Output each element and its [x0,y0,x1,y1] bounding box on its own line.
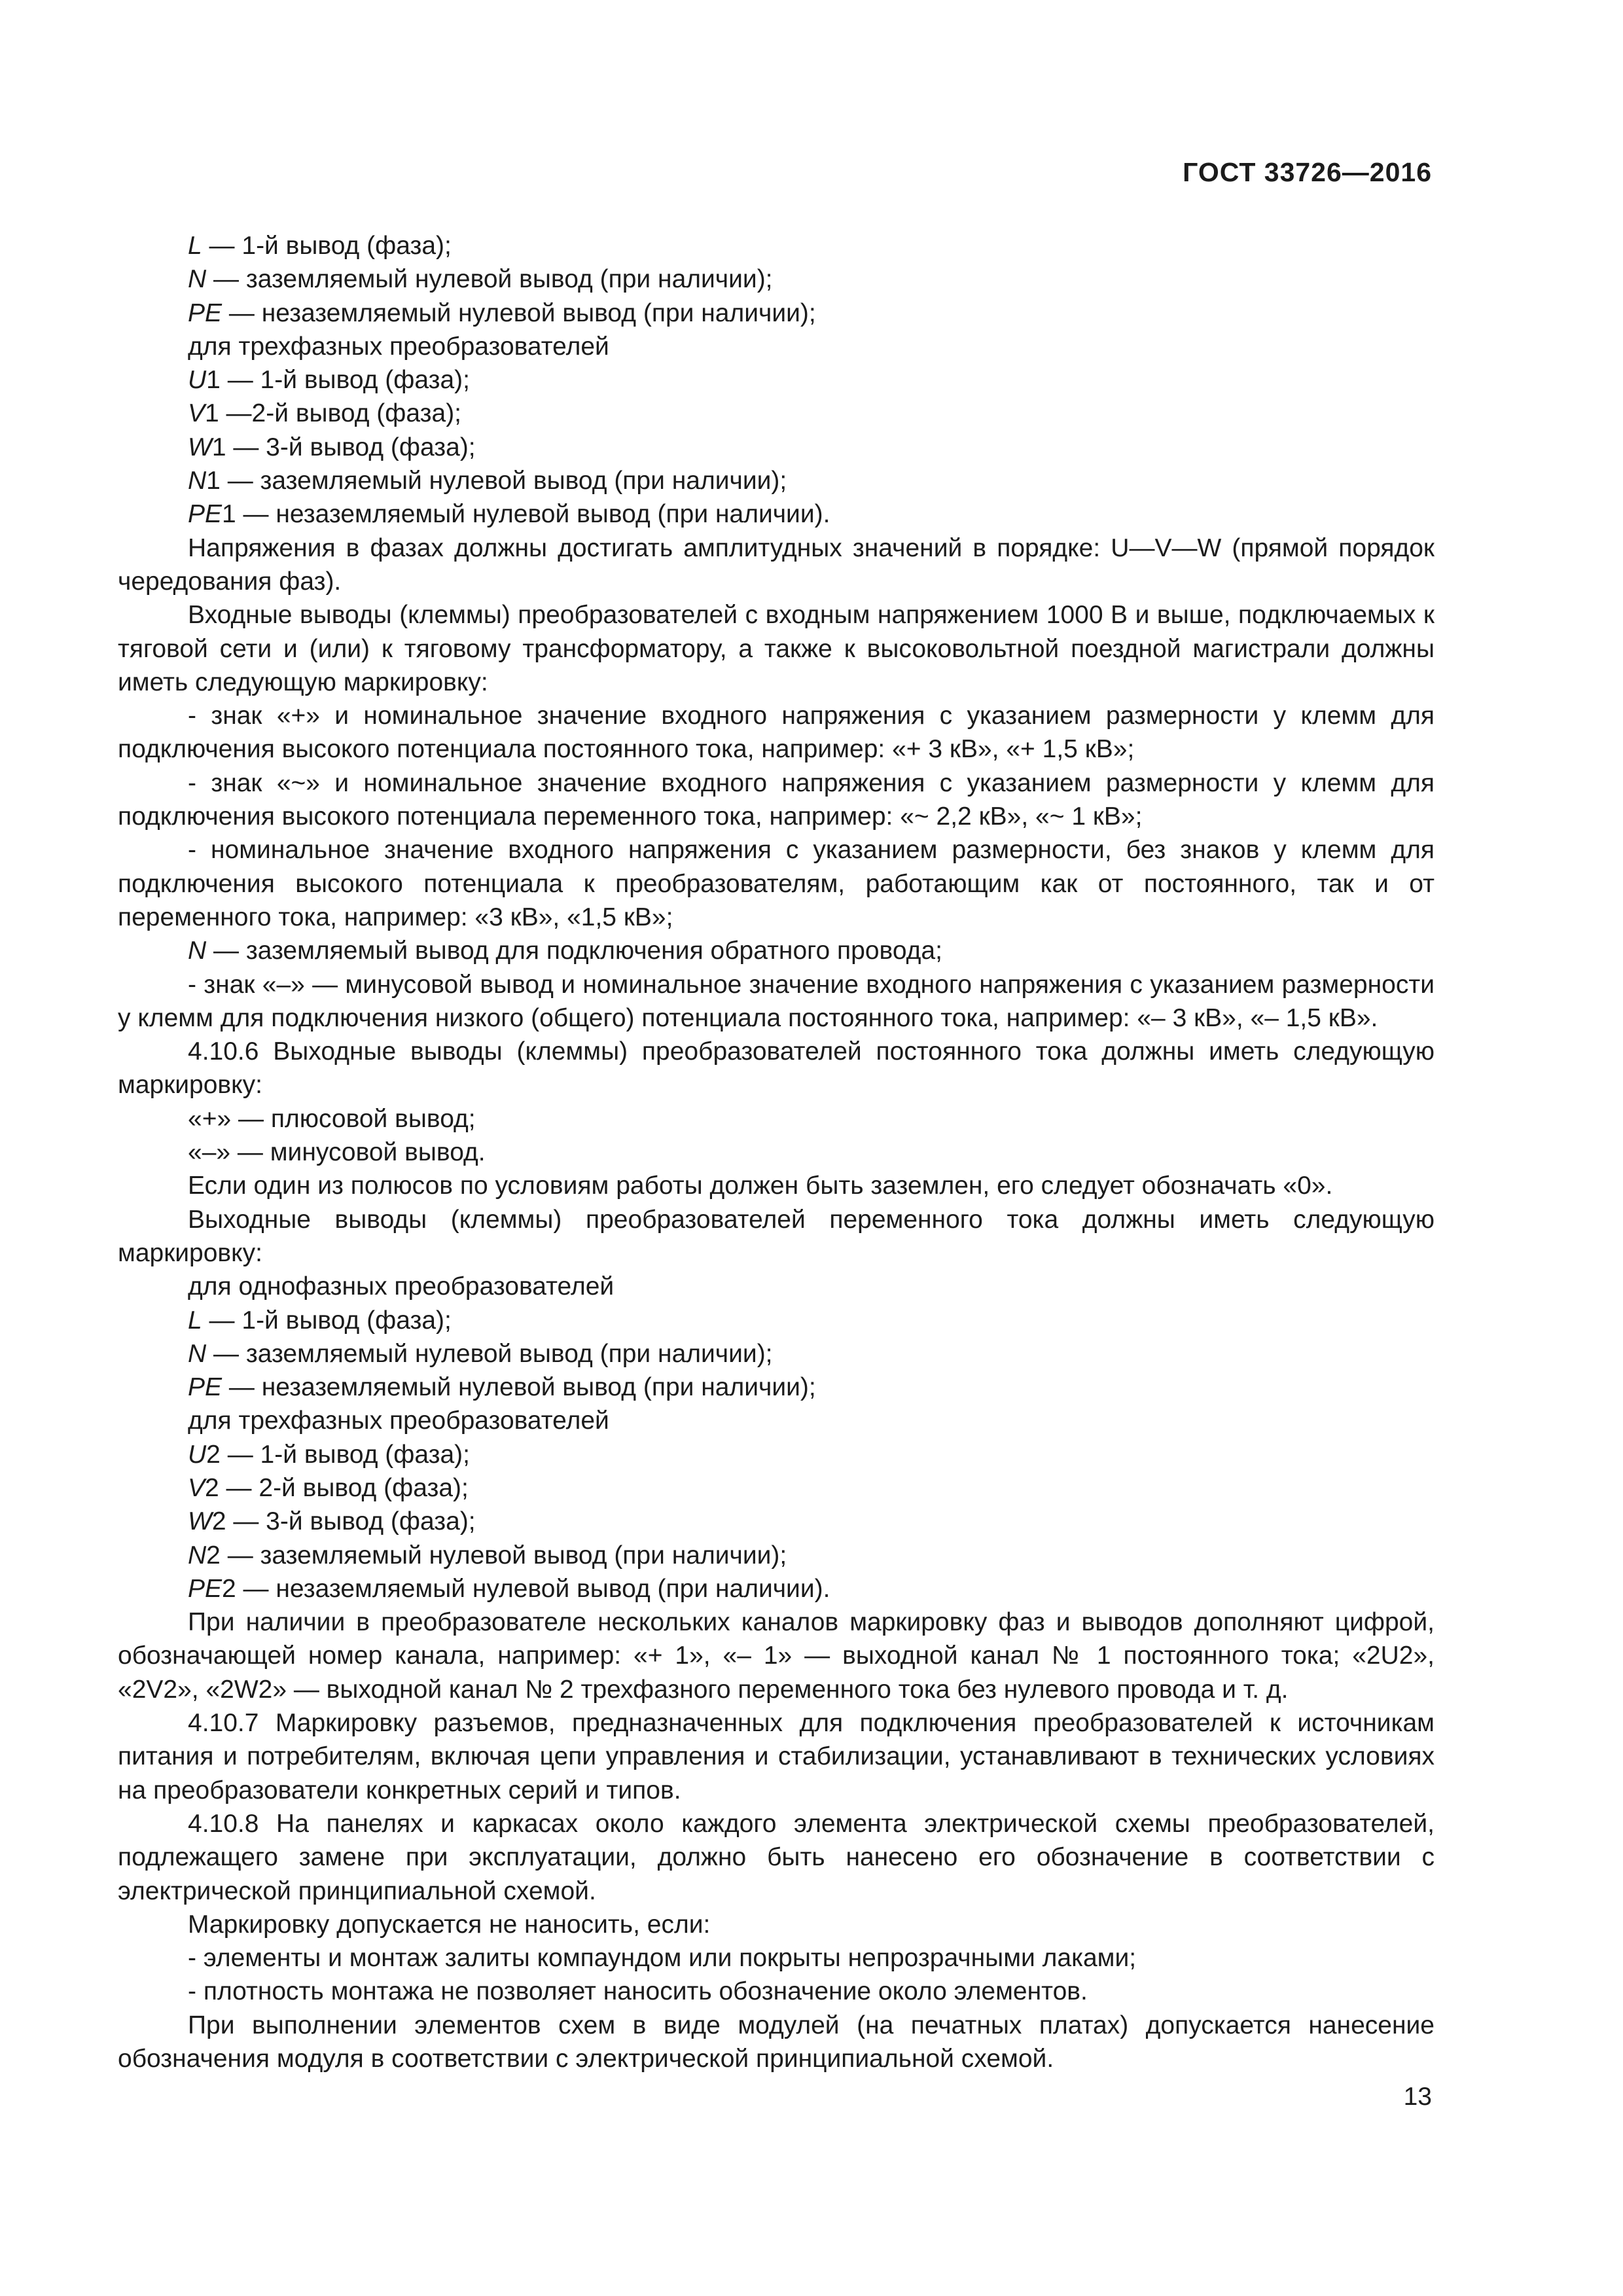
paragraph-text: «–» — минусовой вывод. [188,1138,486,1167]
paragraph-text: 4.10.8 На панелях и каркасах около каждого элемента электрической схемы преобразователей, подлежащего замене при эксплуатации, должно быть нанесено его обозначение в соответствии с электрической принципиальной схемой. [118,1809,1435,1905]
paragraph-text: 1 — 3-й вывод (фаза); [211,433,476,461]
paragraph-text: 2 — 3-й вывод (фаза); [211,1507,476,1536]
paragraph-text: - номинальное значение входного напряжения с указанием размерности, без знаков у клемм для подключения высокого потенциала к преобразователям, работающим как от постоянного, так и от переменного тока, например: «3 кВ», «1,5 кВ»; [118,836,1435,931]
paragraph [118,1941,1435,1975]
italic-symbol: L [188,1306,202,1335]
paragraph [118,2009,1435,2076]
italic-symbol: V [188,1473,205,1502]
italic-symbol: W [188,1507,212,1536]
paragraph-text: «+» — плюсовой вывод; [188,1104,476,1133]
paragraph [118,598,1435,699]
paragraph-text: Маркировку допускается не наносить, если: [188,1910,711,1939]
paragraph-text: 1 — незаземляемый нулевой вывод (при наличии). [222,500,830,529]
paragraph-text: - знак «~» и номинальное значение входного напряжения с указанием размерности у клемм для подключения высокого потенциала переменного тока, например: «~ 2,2 кВ», «~ 1 кВ»; [118,768,1435,831]
paragraph [118,1371,1435,1404]
paragraph [118,1438,1435,1471]
paragraph-text: 2 — незаземляемый нулевой вывод (при наличии). [222,1574,830,1603]
paragraph [118,1706,1435,1807]
document-body [118,229,1435,2075]
paragraph [118,1337,1435,1371]
paragraph-text: — 1-й вывод (фаза); [202,232,452,260]
paragraph [118,296,1435,330]
paragraph-text: 2 — 2-й вывод (фаза); [205,1473,469,1502]
italic-symbol: N [188,937,207,965]
paragraph-text: 4.10.6 Выходные выводы (клеммы) преобразователей постоянного тока должны иметь следующую маркировку: [118,1037,1435,1100]
paragraph-text: Входные выводы (клеммы) преобразователей с входным напряжением 1000 В и выше, подключаемых к тяговой сети и (или) к тяговому трансформатору, а также к высоковольтной поездной магистрали должны иметь следующую маркировку: [118,601,1435,696]
paragraph [118,968,1435,1035]
paragraph [118,1203,1435,1270]
paragraph [118,531,1435,599]
italic-symbol: U [188,366,207,395]
paragraph-text: для трехфазных преобразователей [188,332,609,361]
paragraph [118,1035,1435,1102]
paragraph [118,1304,1435,1337]
italic-symbol: W [188,433,212,461]
paragraph [118,363,1435,397]
italic-symbol: U [188,1440,207,1469]
paragraph [118,497,1435,531]
paragraph [118,699,1435,766]
paragraph-text: 1 —2-й вывод (фаза); [205,399,462,428]
paragraph-text: — заземляемый нулевой вывод (при наличии); [206,1339,773,1368]
paragraph-text: При наличии в преобразователе нескольких каналов маркировку фаз и выводов дополняют цифрой, обозначающей номер канала, например: «+ 1», «– 1» — выходной канал № 1 постоянного тока; «2U2», «2V2», «2W2» — выходной канал № 2 трехфазного переменного тока без нулевого провода и т. д. [118,1608,1435,1704]
paragraph-text: для трехфазных преобразователей [188,1407,609,1435]
italic-symbol: PE [188,298,223,327]
paragraph [118,1908,1435,1941]
paragraph [118,397,1435,430]
paragraph-text: — заземляемый нулевой вывод (при наличии); [206,265,773,294]
paragraph [118,1505,1435,1538]
document-header: ГОСТ 33726—2016 [1183,157,1432,187]
paragraph-text: 1 — 1-й вывод (фаза); [206,366,471,395]
paragraph [118,464,1435,497]
page-number: 13 [1403,2083,1432,2111]
paragraph [118,1572,1435,1605]
italic-symbol: PE [188,500,223,529]
paragraph-text: - плотность монтажа не позволяет наносить обозначение около элементов. [188,1977,1088,2006]
italic-symbol: PE [188,1574,223,1603]
paragraph [118,934,1435,967]
paragraph [118,330,1435,363]
italic-symbol: N [188,265,207,294]
paragraph-text: — незаземляемый нулевой вывод (при наличии); [222,1373,816,1402]
paragraph-text: 4.10.7 Маркировку разъемов, предназначенных для подключения преобразователей к источникам питания и потребителям, включая цепи управления и стабилизации, устанавливают в технических условиях на преобразователи конкретных серий и типов. [118,1709,1435,1804]
paragraph-text: Если один из полюсов по условиям работы должен быть заземлен, его следует обозначать «0». [188,1172,1333,1200]
paragraph-text: 1 — заземляемый нулевой вывод (при наличии); [206,467,787,495]
italic-symbol: V [188,399,205,428]
paragraph-text: для однофазных преобразователей [188,1272,615,1301]
paragraph [118,1102,1435,1136]
paragraph-text: Напряжения в фазах должны достигать амплитудных значений в порядке: U—V—W (прямой порядок чередования фаз). [118,533,1435,596]
paragraph [118,1471,1435,1505]
paragraph [118,1270,1435,1303]
paragraph [118,431,1435,464]
paragraph [118,766,1435,834]
paragraph [118,229,1435,262]
paragraph [118,262,1435,296]
italic-symbol: N [188,467,207,495]
italic-symbol: PE [188,1373,223,1402]
paragraph-text: — заземляемый вывод для подключения обратного провода; [206,937,942,965]
paragraph-text: Выходные выводы (клеммы) преобразователей переменного тока должны иметь следующую маркировку: [118,1205,1435,1267]
paragraph-text: При выполнении элементов схем в виде модулей (на печатных платах) допускается нанесение обозначения модуля в соответствии с электрической принципиальной схемой. [118,2011,1435,2073]
paragraph [118,1404,1435,1437]
paragraph [118,1807,1435,1908]
paragraph-text: - элементы и монтаж залиты компаундом или покрыты непрозрачными лаками; [188,1944,1137,1973]
paragraph [118,1539,1435,1572]
paragraph-text: - знак «+» и номинальное значение входного напряжения с указанием размерности у клемм для подключения высокого потенциала постоянного тока, например: «+ 3 кВ», «+ 1,5 кВ»; [118,702,1435,764]
italic-symbol: L [188,232,202,260]
paragraph [118,833,1435,934]
italic-symbol: N [188,1541,207,1570]
paragraph [118,1136,1435,1169]
paragraph-text: — 1-й вывод (фаза); [202,1306,452,1335]
paragraph [118,1169,1435,1202]
paragraph [118,1975,1435,2008]
paragraph-text: 2 — заземляемый нулевой вывод (при наличии); [206,1541,787,1570]
italic-symbol: N [188,1339,207,1368]
paragraph [118,1605,1435,1706]
paragraph-text: - знак «–» — минусовой вывод и номинальное значение входного напряжения с указанием размерности у клемм для подключения низкого (общего) потенциала постоянного тока, например: «– 3 кВ», «– 1,5 кВ». [118,970,1435,1032]
paragraph-text: 2 — 1-й вывод (фаза); [206,1440,471,1469]
paragraph-text: — незаземляемый нулевой вывод (при наличии); [222,298,816,327]
